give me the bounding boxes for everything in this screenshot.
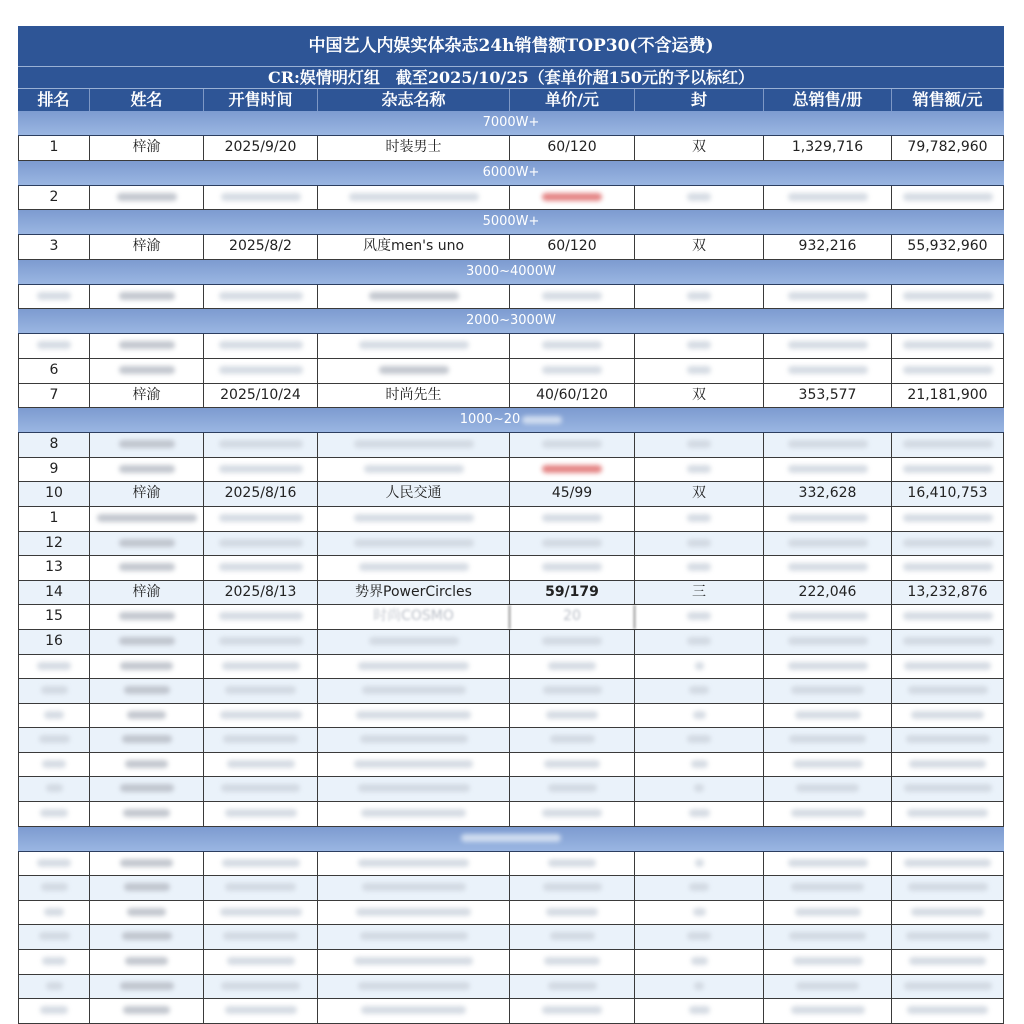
rank-cell: 10 (18, 482, 90, 506)
redacted-cell (90, 777, 204, 801)
redacted-cell (764, 186, 892, 210)
table-row (18, 334, 1004, 359)
col-total: 总销售/册 (764, 89, 892, 111)
table-row (18, 777, 1004, 802)
table-row (18, 384, 1004, 409)
redacted-cell (204, 630, 318, 654)
redacted-cell (892, 876, 1004, 900)
redacted-cell (90, 507, 204, 531)
tier-band-1000-2000w (18, 408, 1004, 433)
redacted-cell (204, 359, 318, 383)
date-cell: 2025/8/13 (204, 581, 318, 605)
redacted-cell (635, 704, 764, 728)
redacted-cell (892, 655, 1004, 679)
redacted-cell (635, 679, 764, 703)
redacted-cell (510, 728, 635, 752)
table-row (18, 753, 1004, 778)
table-row (18, 876, 1004, 901)
redacted-cell (892, 777, 1004, 801)
table-row (18, 728, 1004, 753)
rank-cell: 14 (18, 581, 90, 605)
name-cell: 梓渝 (90, 235, 204, 259)
redacted-cell (318, 655, 510, 679)
magazine-cell: 时尚先生 (318, 384, 510, 408)
redacted-cell (892, 728, 1004, 752)
redacted-cell (510, 285, 635, 309)
price-cell: 20 (510, 605, 635, 629)
redacted-cell (318, 433, 510, 457)
price-cell: 45/99 (510, 482, 635, 506)
magazine-cell: 风度men's uno (318, 235, 510, 259)
redacted-cell (18, 777, 90, 801)
redacted-cell (635, 532, 764, 556)
tier-band-6000w: 6000W+ (18, 161, 1004, 186)
redacted-cell (510, 655, 635, 679)
redacted-cell (18, 802, 90, 826)
redacted-cell (635, 334, 764, 358)
table-row (18, 901, 1004, 926)
redacted-cell (892, 901, 1004, 925)
redacted-cell (635, 777, 764, 801)
redacted-cell (510, 999, 635, 1023)
rank-cell: 12 (18, 532, 90, 556)
redacted-cell (18, 999, 90, 1023)
table-row (18, 581, 1004, 606)
table-row (18, 482, 1004, 507)
redacted-cell (90, 285, 204, 309)
rank-cell: 6 (18, 359, 90, 383)
redacted-cell (204, 802, 318, 826)
redacted-cell (18, 925, 90, 949)
name-cell: 梓渝 (90, 482, 204, 506)
redacted-cell (18, 728, 90, 752)
redacted-cell (18, 901, 90, 925)
redacted-cell (318, 679, 510, 703)
redacted-cell (892, 852, 1004, 876)
redacted-cell (510, 704, 635, 728)
redacted-cell (510, 802, 635, 826)
redacted-rows-group (18, 655, 1004, 827)
price-cell: 60/120 (510, 235, 635, 259)
redacted-cell (318, 334, 510, 358)
redacted-cell (892, 679, 1004, 703)
redacted-cell (318, 285, 510, 309)
table-row (18, 186, 1004, 211)
header-row (18, 89, 1004, 111)
redacted-cell (318, 556, 510, 580)
redacted-cell (204, 433, 318, 457)
total-cell: 1,329,716 (764, 136, 892, 160)
redacted-cell (318, 630, 510, 654)
redacted-cell (318, 507, 510, 531)
table-subtitle: CR:娱情明灯组 截至2025/10/25（套单价超150元的予以标红） (18, 67, 1004, 89)
redacted-cell (764, 975, 892, 999)
redacted-cell (764, 999, 892, 1023)
redacted-cell (892, 802, 1004, 826)
redacted-cell (18, 876, 90, 900)
redacted-cell (510, 876, 635, 900)
rank-cell: 8 (18, 433, 90, 457)
sales-ranking-table (18, 26, 1004, 1024)
redacted-cell (635, 285, 764, 309)
col-magazine: 杂志名称 (318, 89, 510, 111)
table-row (18, 975, 1004, 1000)
table-row (18, 507, 1004, 532)
redacted-cell (318, 359, 510, 383)
redacted-cell (318, 999, 510, 1023)
total-cell: 932,216 (764, 235, 892, 259)
redacted-cell (90, 556, 204, 580)
sales-cell: 55,932,960 (892, 235, 1004, 259)
tier-band-3000-4000w: 3000~4000W (18, 260, 1004, 285)
redacted-cell (764, 655, 892, 679)
redacted-cell (764, 728, 892, 752)
table-row (18, 556, 1004, 581)
redacted-cell (318, 925, 510, 949)
redacted-cell (204, 999, 318, 1023)
redacted-cell (510, 556, 635, 580)
table-row (18, 285, 1004, 310)
redacted-cell (204, 507, 318, 531)
col-price: 单价/元 (510, 89, 635, 111)
redacted-cell (204, 876, 318, 900)
sales-cell: 16,410,753 (892, 482, 1004, 506)
redacted-cell (510, 852, 635, 876)
table-row (18, 802, 1004, 827)
redacted-cell (318, 950, 510, 974)
redacted-cell (510, 950, 635, 974)
redacted-cell (764, 852, 892, 876)
table-row (18, 136, 1004, 161)
cover-cell: 双 (635, 136, 764, 160)
redacted-cell (90, 728, 204, 752)
redacted-cell (764, 458, 892, 482)
redacted-cell (18, 753, 90, 777)
col-name: 姓名 (90, 89, 204, 111)
redacted-cell (204, 950, 318, 974)
redacted-cell (204, 605, 318, 629)
table-row (18, 359, 1004, 384)
redacted-cell (18, 704, 90, 728)
redacted-cell (635, 507, 764, 531)
redacted-cell (892, 556, 1004, 580)
redacted-cell (764, 704, 892, 728)
redacted-cell (764, 630, 892, 654)
redacted-cell (635, 728, 764, 752)
table-row (18, 999, 1004, 1024)
redacted-cell (510, 507, 635, 531)
redacted-cell (510, 433, 635, 457)
redacted-cell (318, 704, 510, 728)
col-sales: 销售额/元 (892, 89, 1004, 111)
redacted-cell (318, 777, 510, 801)
redacted-cell (510, 777, 635, 801)
redacted-cell (318, 458, 510, 482)
redacted-cell (764, 901, 892, 925)
redacted-cell (764, 334, 892, 358)
tier-band-redacted (18, 827, 1004, 852)
redacted-cell (892, 458, 1004, 482)
redacted-cell (892, 359, 1004, 383)
redacted-cell (892, 532, 1004, 556)
redacted-cell (90, 630, 204, 654)
redacted-cell (204, 728, 318, 752)
redacted-cell (90, 359, 204, 383)
price-cell: 60/120 (510, 136, 635, 160)
rank-cell: 9 (18, 458, 90, 482)
redacted-cell (204, 852, 318, 876)
magazine-cell: 时装男士 (318, 136, 510, 160)
redacted-cell (892, 186, 1004, 210)
redacted-cell (90, 999, 204, 1023)
table-title: 中国艺人内娱实体杂志24h销售额TOP30(不含运费) (18, 26, 1004, 67)
redacted-cell (204, 285, 318, 309)
redacted-cell (892, 630, 1004, 654)
redacted-cell (892, 507, 1004, 531)
tier-band-2000-3000w: 2000~3000W (18, 309, 1004, 334)
redacted-cell (204, 925, 318, 949)
redacted-cell (204, 655, 318, 679)
redacted-cell (635, 655, 764, 679)
col-cover: 封 (635, 89, 764, 111)
redacted-cell (892, 753, 1004, 777)
rank-cell: 16 (18, 630, 90, 654)
redacted-cell (635, 753, 764, 777)
redacted-cell (204, 901, 318, 925)
date-cell: 2025/10/24 (204, 384, 318, 408)
redacted-cell (892, 285, 1004, 309)
redacted-cell (204, 532, 318, 556)
redacted-cell (318, 802, 510, 826)
redacted-cell (892, 999, 1004, 1023)
redacted-cell (510, 359, 635, 383)
total-cell: 332,628 (764, 482, 892, 506)
tier-band-label: 1000~20 (459, 412, 521, 428)
redacted-cell (90, 802, 204, 826)
date-cell: 2025/8/16 (204, 482, 318, 506)
redacted-cell (635, 186, 764, 210)
rank-cell: 7 (18, 384, 90, 408)
rank-cell: 2 (18, 186, 90, 210)
redacted-cell (18, 852, 90, 876)
redacted-cell (204, 334, 318, 358)
date-cell: 2025/9/20 (204, 136, 318, 160)
redacted-cell (635, 458, 764, 482)
redacted-cell (635, 852, 764, 876)
cover-cell: 双 (635, 235, 764, 259)
redacted-cell (764, 925, 892, 949)
cover-cell: 双 (635, 482, 764, 506)
redacted-cell (204, 777, 318, 801)
redacted-cell (892, 605, 1004, 629)
cover-cell: 三 (635, 581, 764, 605)
magazine-cell: 时尚COSMO (318, 605, 510, 629)
sales-cell: 79,782,960 (892, 136, 1004, 160)
price-cell: 40/60/120 (510, 384, 635, 408)
redacted-cell (318, 728, 510, 752)
redacted-cell (510, 334, 635, 358)
rank-cell: 3 (18, 235, 90, 259)
tier-band-5000w: 5000W+ (18, 210, 1004, 235)
table-row (18, 458, 1004, 483)
table-row (18, 679, 1004, 704)
redacted-cell (892, 975, 1004, 999)
table-row (18, 605, 1004, 630)
redacted-cell (510, 975, 635, 999)
redacted-cell (764, 556, 892, 580)
redacted-cell (90, 925, 204, 949)
redacted-cell (318, 852, 510, 876)
redacted-cell (764, 876, 892, 900)
redacted-rows-group (18, 852, 1004, 1024)
redacted-cell (764, 802, 892, 826)
redacted-cell (510, 901, 635, 925)
redacted-cell (635, 876, 764, 900)
redacted-cell (510, 186, 635, 210)
redacted-cell (90, 458, 204, 482)
name-cell: 梓渝 (90, 384, 204, 408)
sales-cell: 21,181,900 (892, 384, 1004, 408)
col-date: 开售时间 (204, 89, 318, 111)
redacted-cell (510, 753, 635, 777)
redacted-cell (510, 679, 635, 703)
redacted-cell (318, 186, 510, 210)
redacted-cell (764, 285, 892, 309)
redacted-cell (635, 605, 764, 629)
redacted-cell (510, 630, 635, 654)
redacted-cell (318, 753, 510, 777)
redacted-cell (318, 876, 510, 900)
redacted-cell (204, 753, 318, 777)
rank-cell: 1 (18, 507, 90, 531)
redacted-cell (764, 605, 892, 629)
redacted-cell (764, 777, 892, 801)
redacted-cell (510, 532, 635, 556)
redacted-cell (90, 901, 204, 925)
redacted-cell (90, 433, 204, 457)
redacted-cell (892, 433, 1004, 457)
redacted-cell (90, 950, 204, 974)
rank-cell: 1 (18, 136, 90, 160)
redacted-cell (90, 753, 204, 777)
magazine-cell: 势界PowerCircles (318, 581, 510, 605)
redacted-cell (318, 901, 510, 925)
table-row (18, 532, 1004, 557)
redacted-cell (90, 186, 204, 210)
table-row (18, 235, 1004, 260)
redacted-cell (90, 704, 204, 728)
redacted-cell (635, 433, 764, 457)
redacted-cell (18, 655, 90, 679)
sales-cell: 13,232,876 (892, 581, 1004, 605)
redacted-cell (764, 507, 892, 531)
col-rank: 排名 (18, 89, 90, 111)
redacted-cell (635, 999, 764, 1023)
rank-cell: 13 (18, 556, 90, 580)
redacted-cell (764, 950, 892, 974)
redacted-cell (892, 950, 1004, 974)
redacted-cell (764, 753, 892, 777)
redacted-cell (318, 532, 510, 556)
rank-cell: 15 (18, 605, 90, 629)
redacted-cell (204, 679, 318, 703)
table-row (18, 925, 1004, 950)
redacted-cell (764, 679, 892, 703)
redacted-cell (204, 975, 318, 999)
redacted-cell (18, 285, 90, 309)
redacted-cell (635, 556, 764, 580)
redacted-cell (635, 802, 764, 826)
redacted-cell (764, 359, 892, 383)
date-cell: 2025/8/2 (204, 235, 318, 259)
cover-cell: 双 (635, 384, 764, 408)
redacted-cell (90, 655, 204, 679)
magazine-cell: 人民交通 (318, 482, 510, 506)
price-cell-highlighted: 59/179 (510, 581, 635, 605)
redacted-cell (90, 876, 204, 900)
table-row (18, 704, 1004, 729)
redacted-cell (90, 679, 204, 703)
redacted-cell (90, 334, 204, 358)
table-row (18, 655, 1004, 680)
redacted-cell (764, 433, 892, 457)
redacted-cell (635, 901, 764, 925)
redacted-cell (18, 679, 90, 703)
redacted-cell (90, 852, 204, 876)
redacted-cell (635, 975, 764, 999)
total-cell: 222,046 (764, 581, 892, 605)
redacted-cell (18, 334, 90, 358)
redacted-cell (635, 630, 764, 654)
redacted-cell (892, 334, 1004, 358)
tier-band-7000w: 7000W+ (18, 111, 1004, 136)
redacted-cell (764, 532, 892, 556)
total-cell: 353,577 (764, 384, 892, 408)
redacted-cell (635, 950, 764, 974)
name-cell: 梓渝 (90, 581, 204, 605)
redacted-cell (318, 975, 510, 999)
redacted-cell (204, 458, 318, 482)
redacted-cell (510, 925, 635, 949)
redacted-cell (635, 925, 764, 949)
redacted-cell (90, 975, 204, 999)
table-row (18, 852, 1004, 877)
redacted-cell (18, 975, 90, 999)
name-cell: 梓渝 (90, 136, 204, 160)
table-row (18, 950, 1004, 975)
table-row (18, 630, 1004, 655)
table-row (18, 433, 1004, 458)
redacted-cell (90, 532, 204, 556)
redacted-cell (204, 186, 318, 210)
redacted-cell (18, 950, 90, 974)
redacted-cell (90, 605, 204, 629)
redacted-cell (892, 925, 1004, 949)
redacted-cell (204, 556, 318, 580)
redacted-cell (204, 704, 318, 728)
redacted-cell (635, 359, 764, 383)
redacted-cell (510, 458, 635, 482)
redacted-cell (892, 704, 1004, 728)
